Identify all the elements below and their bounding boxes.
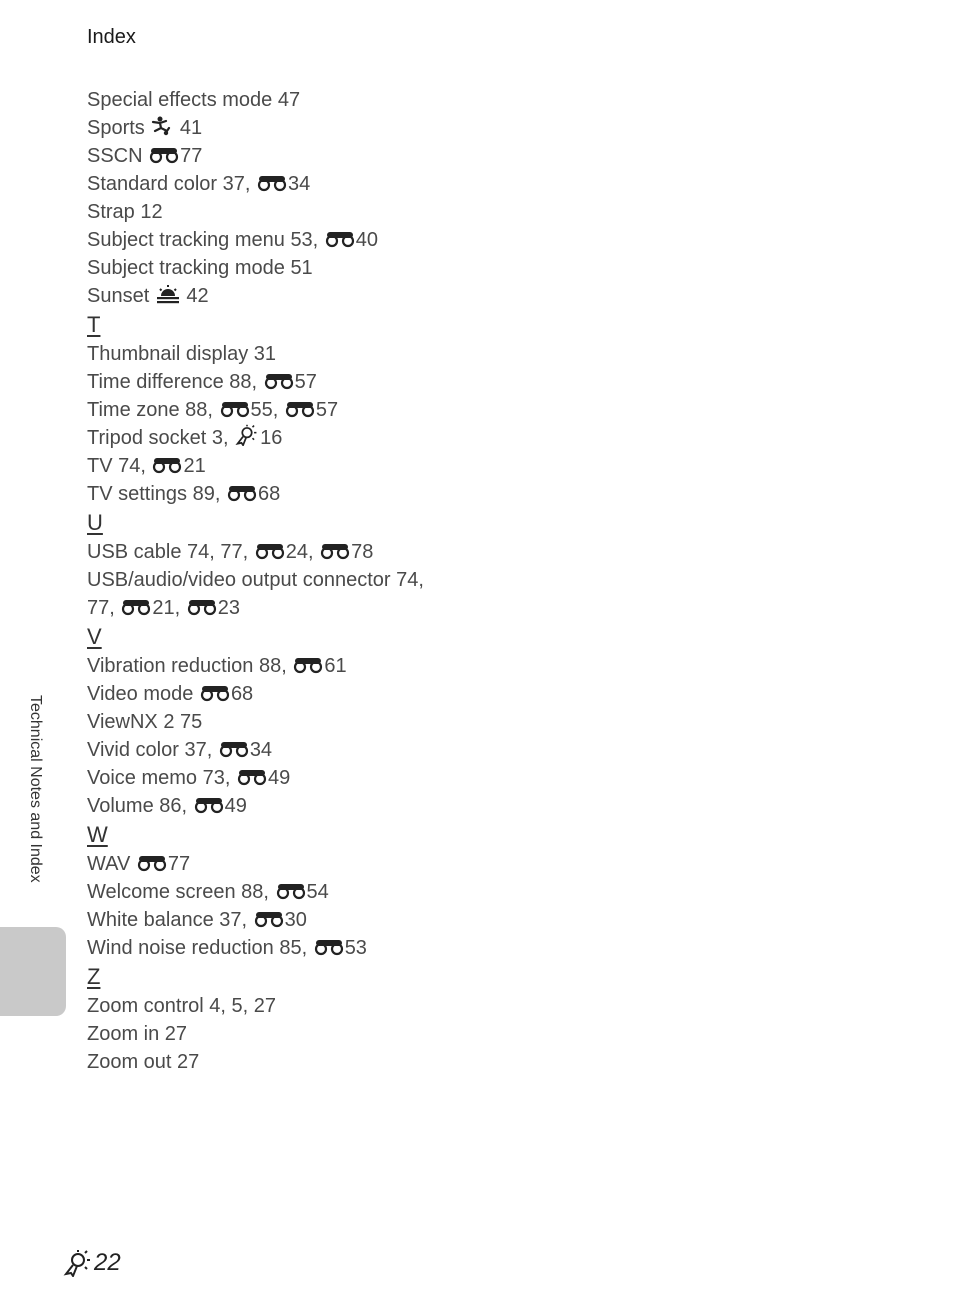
index-entry-text: 21, [152, 597, 186, 619]
index-entry-text: 57 [315, 399, 339, 421]
index-entry [87, 594, 547, 622]
reference-section-icon [320, 542, 350, 560]
index-entry-text: 77 [180, 145, 203, 167]
index-entry [87, 878, 547, 906]
index-entry-text: SSCN [87, 145, 149, 167]
index-entry [87, 850, 547, 878]
section-side-label-text: Technical Notes and Index [27, 695, 44, 883]
index-entry [87, 566, 547, 594]
index-entry-text: Vivid color 37, [87, 739, 218, 761]
index-entry [87, 170, 547, 198]
reference-section-icon [314, 938, 344, 956]
reference-section-icon [254, 910, 284, 928]
index-entry-text: Zoom out 27 [87, 1051, 200, 1073]
index-entry-text: 23 [217, 597, 240, 619]
index-entry [87, 282, 547, 310]
reference-section-icon [227, 484, 257, 502]
index-entry [87, 424, 547, 452]
index-entry [87, 254, 547, 282]
index-entry [87, 792, 547, 820]
reference-section-icon [200, 684, 230, 702]
index-entry [87, 340, 547, 368]
index-entry-text: USB/audio/video output connector 74, [87, 569, 424, 591]
reference-section-icon [187, 598, 217, 616]
index-entry [87, 452, 547, 480]
index-entry-text: 77, [87, 597, 121, 619]
index-entry [87, 198, 547, 226]
index-entry-text: Sunset [87, 285, 155, 307]
index-entry-text: 30 [284, 909, 307, 931]
index-entry-text: Video mode [87, 683, 199, 705]
index-entry-text: 77 [167, 853, 191, 875]
index-entry-text: 55, [250, 399, 284, 421]
index-entry-text: Thumbnail display 31 [87, 343, 276, 365]
index-entry-text: 78 [351, 541, 374, 563]
index-entry-text: TV 74, [87, 455, 152, 477]
reference-section-icon [325, 230, 355, 248]
section-tab-marker [0, 927, 66, 1016]
reference-section-icon [285, 400, 315, 418]
reference-section-icon [264, 372, 294, 390]
index-entry-text: 24, [285, 541, 320, 563]
index-entry-text: Time difference 88, [87, 371, 263, 393]
index-letter-heading: W [87, 822, 108, 847]
index-entry [87, 538, 547, 566]
sunset-scene-icon [156, 284, 180, 304]
index-letter-heading: Z [87, 964, 101, 989]
sports-scene-icon [151, 116, 173, 136]
index-entry [87, 708, 547, 736]
index-entry-text: 54 [306, 881, 329, 903]
index-entry [87, 992, 547, 1020]
index-entry [87, 680, 547, 708]
index-entry-text: 53 [344, 937, 367, 959]
index-list [87, 86, 547, 1076]
index-entry-text: Vibration reduction 88, [87, 655, 293, 677]
index-entry [87, 226, 547, 254]
reference-section-icon [121, 598, 151, 616]
index-entry-text: 41 [174, 117, 203, 139]
section-side-label [26, 695, 66, 915]
page-number: 22 [94, 1249, 121, 1276]
index-entry [87, 86, 547, 114]
index-entry [87, 652, 547, 680]
index-entry [87, 396, 547, 424]
reference-section-icon [220, 400, 250, 418]
index-entry-text: Zoom in 27 [87, 1023, 188, 1045]
index-entry-text: Voice memo 73, [87, 767, 236, 789]
index-entry [87, 906, 547, 934]
page-footer [62, 1249, 121, 1277]
index-entry-text: Zoom control 4, 5, 27 [87, 995, 276, 1017]
reference-section-icon [194, 796, 224, 814]
index-entry-text: 68 [230, 683, 254, 705]
index-entry-text: 57 [294, 371, 317, 393]
reference-section-icon [237, 768, 267, 786]
index-entry-text: WAV [87, 853, 136, 875]
index-entry-text: ViewNX 2 75 [87, 711, 203, 733]
index-entry-text: 49 [224, 795, 247, 817]
reference-section-icon [257, 174, 287, 192]
index-entry-text: Subject tracking menu 53, [87, 229, 324, 251]
index-entry-text: Sports [87, 117, 151, 139]
index-letter-heading: V [87, 624, 102, 649]
index-entry-text: Standard color 37, [87, 173, 256, 195]
reference-section-icon [219, 740, 249, 758]
index-entry-text: 68 [257, 483, 281, 505]
index-entry-text: Strap 12 [87, 201, 163, 223]
reference-section-icon [293, 656, 323, 674]
page-header-title: Index [87, 26, 136, 48]
index-entry-text: Welcome screen 88, [87, 881, 275, 903]
index-entry-text: White balance 37, [87, 909, 253, 931]
reference-section-icon [276, 882, 306, 900]
index-entry [87, 114, 547, 142]
reference-section-icon [152, 456, 182, 474]
index-entry [87, 480, 547, 508]
index-entry-text: Special effects mode 47 [87, 89, 301, 111]
index-entry-text: 40 [355, 229, 379, 251]
index-entry [87, 764, 547, 792]
index-entry [87, 934, 547, 962]
index-entry-text: 16 [260, 427, 283, 449]
technical-notes-icon [63, 1249, 93, 1277]
reference-section-icon [149, 146, 179, 164]
index-entry-text: Time zone 88, [87, 399, 219, 421]
index-entry-text: 49 [267, 767, 291, 789]
index-entry [87, 736, 547, 764]
index-entry-text: TV settings 89, [87, 483, 226, 505]
index-entry-text: Tripod socket 3, [87, 427, 235, 449]
index-entry-text: Wind noise reduction 85, [87, 937, 313, 959]
index-entry-text: 34 [288, 173, 311, 195]
index-entry-text: 42 [180, 285, 209, 307]
index-entry [87, 1048, 547, 1076]
reference-section-icon [137, 854, 167, 872]
index-entry [87, 1020, 547, 1048]
index-entry [87, 368, 547, 396]
reference-section-icon [255, 542, 285, 560]
index-entry-text: 61 [324, 655, 347, 677]
index-entry-text: USB cable 74, 77, [87, 541, 254, 563]
index-entry-text: 21 [183, 455, 206, 477]
index-entry [87, 142, 547, 170]
index-entry-text: Volume 86, [87, 795, 193, 817]
index-entry-text: 34 [249, 739, 273, 761]
index-entry-text: Subject tracking mode 51 [87, 257, 313, 279]
index-letter-heading: T [87, 312, 101, 337]
technical-notes-icon [235, 424, 259, 446]
index-letter-heading: U [87, 510, 103, 535]
